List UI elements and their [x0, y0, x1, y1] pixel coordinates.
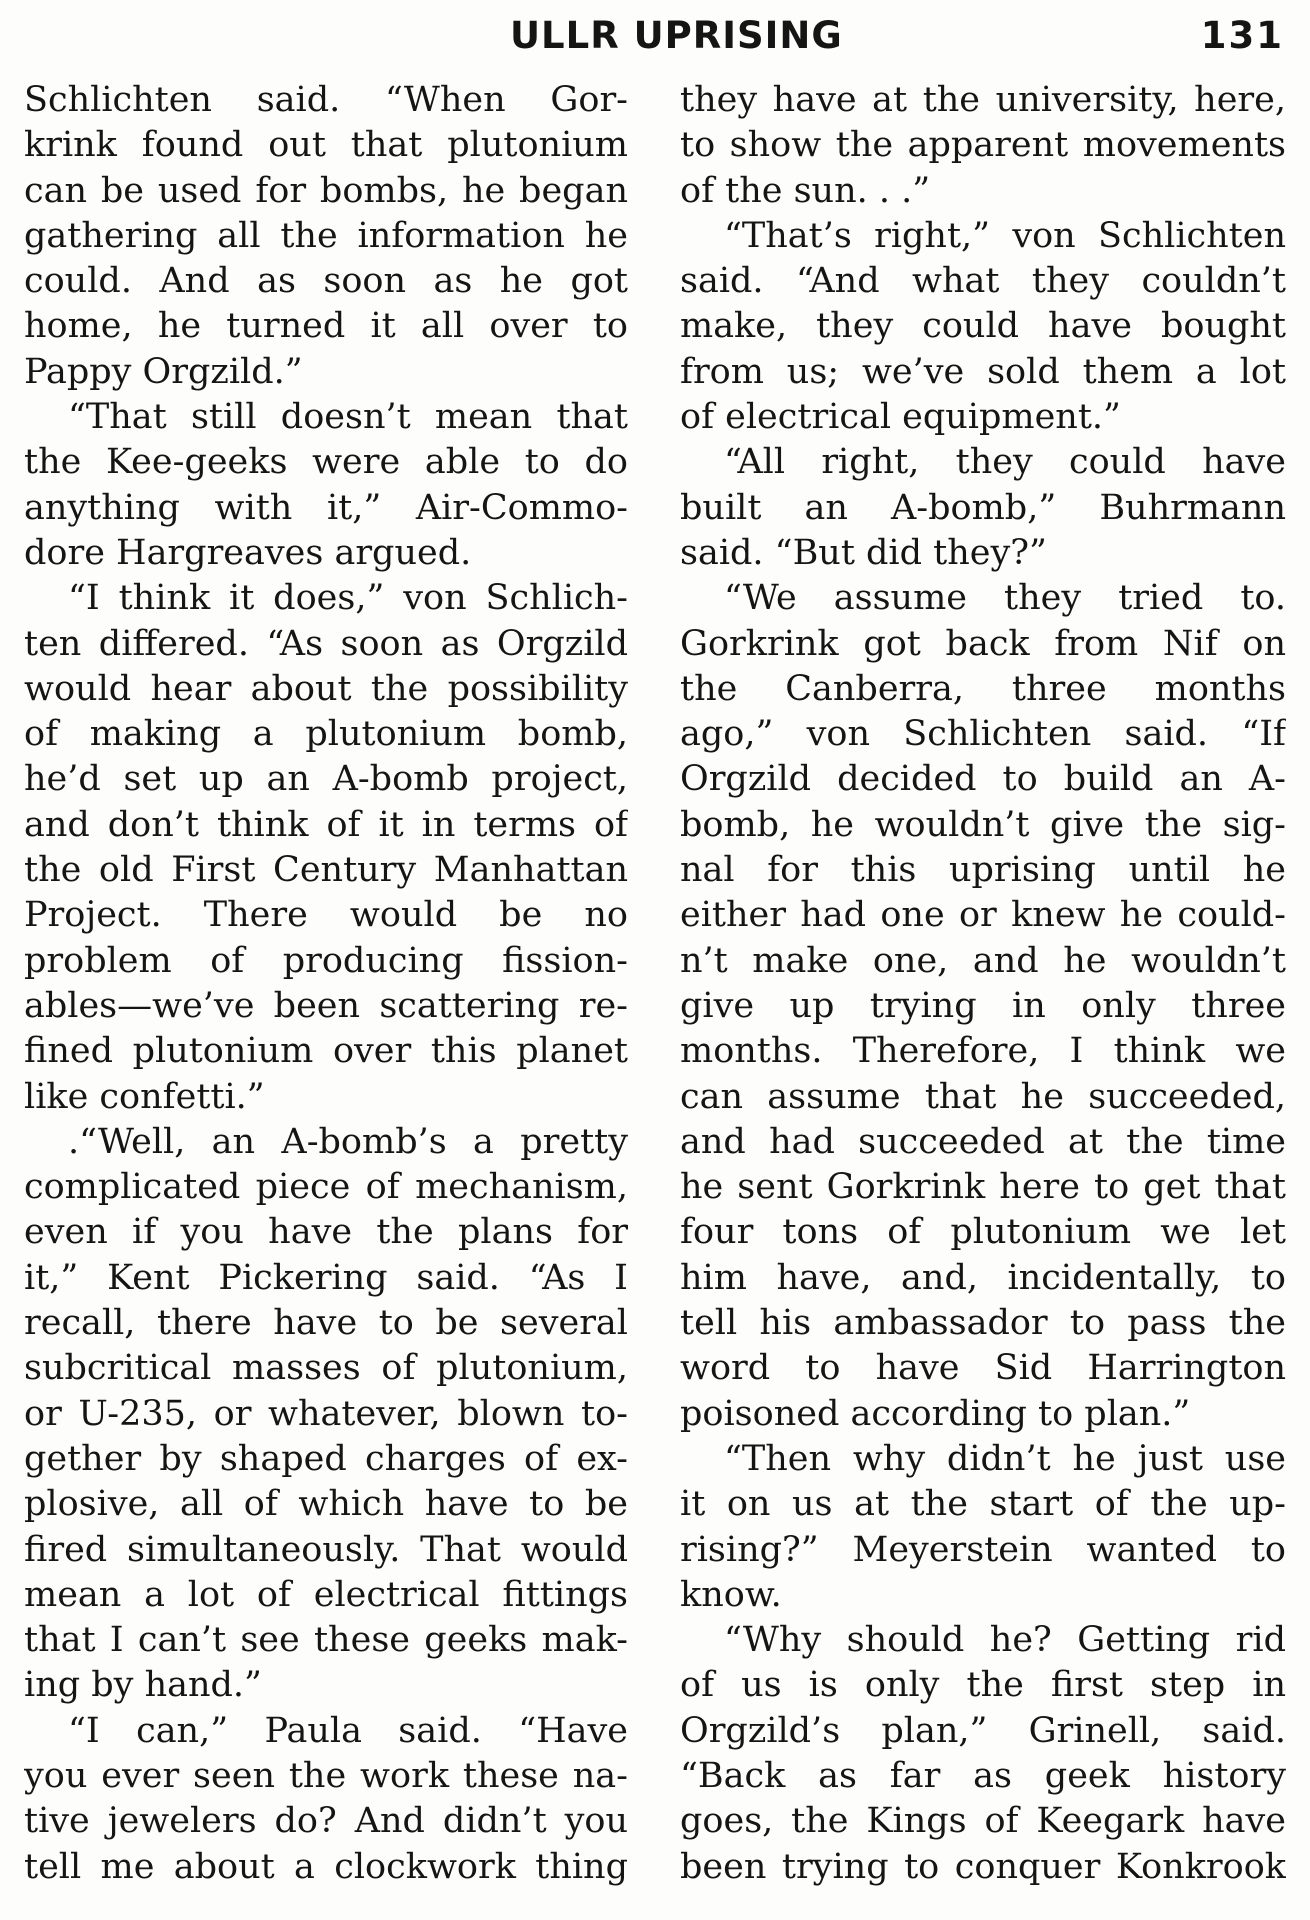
right-text-column — [680, 78, 1286, 1890]
text-line: the Canberra, three months — [680, 668, 1286, 709]
text-line: of making a plutonium bomb, — [24, 714, 628, 755]
text-line: Orgzild decided to build an A- — [680, 759, 1286, 800]
running-title: ULLR UPRISING — [510, 14, 843, 57]
text-line: Orgzild’s plan,” Grinell, said. — [680, 1710, 1286, 1751]
text-line: the Kee-geeks were able to do — [24, 442, 628, 483]
text-line: goes, the Kings of Keegark have — [680, 1801, 1286, 1842]
text-line: said. “And what they couldn’t — [680, 261, 1286, 302]
text-line: gathering all the information he — [24, 215, 628, 256]
text-line: it on us at the start of the up- — [680, 1484, 1286, 1525]
text-line: could. And as soon as he got — [24, 261, 628, 302]
text-line: and don’t think of it in terms of — [24, 804, 628, 845]
text-line: krink found out that plutonium — [24, 125, 628, 166]
text-line: ing by hand.” — [24, 1665, 262, 1706]
text-line: know. — [680, 1574, 782, 1615]
text-line: plosive, all of which have to be — [24, 1484, 628, 1525]
page-number: 131 — [1200, 14, 1284, 57]
text-line: would hear about the possibility — [24, 668, 628, 709]
text-line: “We assume they tried to. — [724, 578, 1286, 619]
text-line: of us is only the first step in — [680, 1665, 1286, 1706]
text-line: make, they could have bought — [680, 306, 1286, 347]
text-line: .“Well, an A-bomb’s a pretty — [68, 1121, 628, 1162]
text-line: Pappy Orgzild.” — [24, 351, 303, 392]
text-line: “Why should he? Getting rid — [724, 1620, 1286, 1661]
text-line: months. Therefore, I think we — [680, 1031, 1286, 1072]
text-line: tell his ambassador to pass the — [680, 1303, 1286, 1344]
text-line: gether by shaped charges of ex- — [24, 1438, 628, 1479]
text-line: poisoned according to plan.” — [680, 1393, 1191, 1434]
text-line: problem of producing fission- — [24, 940, 628, 981]
text-line: Project. There would be no — [24, 895, 628, 936]
text-line: even if you have the plans for — [24, 1212, 628, 1253]
text-line: n’t make one, and he wouldn’t — [680, 940, 1286, 981]
text-line: he sent Gorkrink here to get that — [680, 1167, 1286, 1208]
text-line: ables—we’ve been scattering re- — [24, 985, 628, 1026]
text-line: and had succeeded at the time — [680, 1121, 1286, 1162]
text-line: give up trying in only three — [680, 985, 1286, 1026]
text-line: “Back as far as geek history — [680, 1755, 1286, 1796]
text-line: Schlichten said. “When Gor- — [24, 80, 628, 120]
text-line: home, he turned it all over to — [24, 306, 628, 347]
text-line: either had one or knew he could- — [680, 895, 1286, 936]
text-line: ago,” von Schlichten said. “If — [680, 714, 1286, 755]
left-text-column — [24, 78, 628, 1890]
text-line: built an A-bomb,” Buhrmann — [680, 487, 1286, 528]
text-line: dore Hargreaves argued. — [24, 532, 472, 573]
running-head — [0, 14, 1310, 64]
text-line: you ever seen the work these na- — [24, 1755, 628, 1796]
text-line: bomb, he wouldn’t give the sig- — [680, 804, 1286, 845]
text-line: fined plutonium over this planet — [24, 1031, 628, 1072]
text-line: “I can,” Paula said. “Have — [68, 1710, 628, 1751]
text-line: of the sun. . .” — [680, 170, 931, 211]
text-line: the old First Century Manhattan — [24, 850, 628, 891]
text-line: to show the apparent movements — [680, 125, 1286, 166]
text-line: him have, and, incidentally, to — [680, 1257, 1286, 1298]
text-line: of electrical equipment.” — [680, 397, 1121, 438]
text-line: can be used for bombs, he began — [24, 170, 628, 211]
text-line: anything with it,” Air-Commo- — [24, 487, 628, 528]
text-line: recall, there have to be several — [24, 1303, 628, 1344]
text-line: mean a lot of electrical fittings — [24, 1574, 628, 1615]
text-line: like confetti.” — [24, 1076, 265, 1117]
text-line: been trying to conquer Konkrook — [680, 1846, 1286, 1887]
text-line: “That still doesn’t mean that — [68, 397, 628, 438]
text-line: said. “But did they?” — [680, 532, 1047, 573]
text-line: rising?” Meyerstein wanted to — [680, 1529, 1286, 1570]
text-line: can assume that he succeeded, — [680, 1076, 1286, 1117]
text-line: complicated piece of mechanism, — [24, 1167, 628, 1208]
text-line: “I think it does,” von Schlich- — [68, 578, 628, 619]
text-line: or U-235, or whatever, blown to- — [24, 1393, 628, 1434]
text-line: they have at the university, here, — [680, 80, 1286, 120]
text-line: ten differed. “As soon as Orgzild — [24, 623, 628, 664]
text-line: nal for this uprising until he — [680, 850, 1286, 891]
text-line: it,” Kent Pickering said. “As I — [24, 1257, 628, 1298]
text-line: Gorkrink got back from Nif on — [680, 623, 1286, 664]
text-line: subcritical masses of plutonium, — [24, 1348, 628, 1389]
text-line: from us; we’ve sold them a lot — [680, 351, 1286, 392]
text-line: “All right, they could have — [724, 442, 1286, 483]
text-line: tive jewelers do? And didn’t you — [24, 1801, 628, 1842]
text-line: “That’s right,” von Schlichten — [724, 215, 1286, 256]
text-line: he’d set up an A-bomb project, — [24, 759, 628, 800]
text-line: four tons of plutonium we let — [680, 1212, 1286, 1253]
text-line: word to have Sid Harrington — [680, 1348, 1286, 1389]
text-line: “Then why didn’t he just use — [724, 1438, 1286, 1479]
text-line: that I can’t see these geeks mak- — [24, 1620, 628, 1661]
text-line: fired simultaneously. That would — [24, 1529, 628, 1570]
text-line: tell me about a clockwork thing — [24, 1846, 628, 1887]
